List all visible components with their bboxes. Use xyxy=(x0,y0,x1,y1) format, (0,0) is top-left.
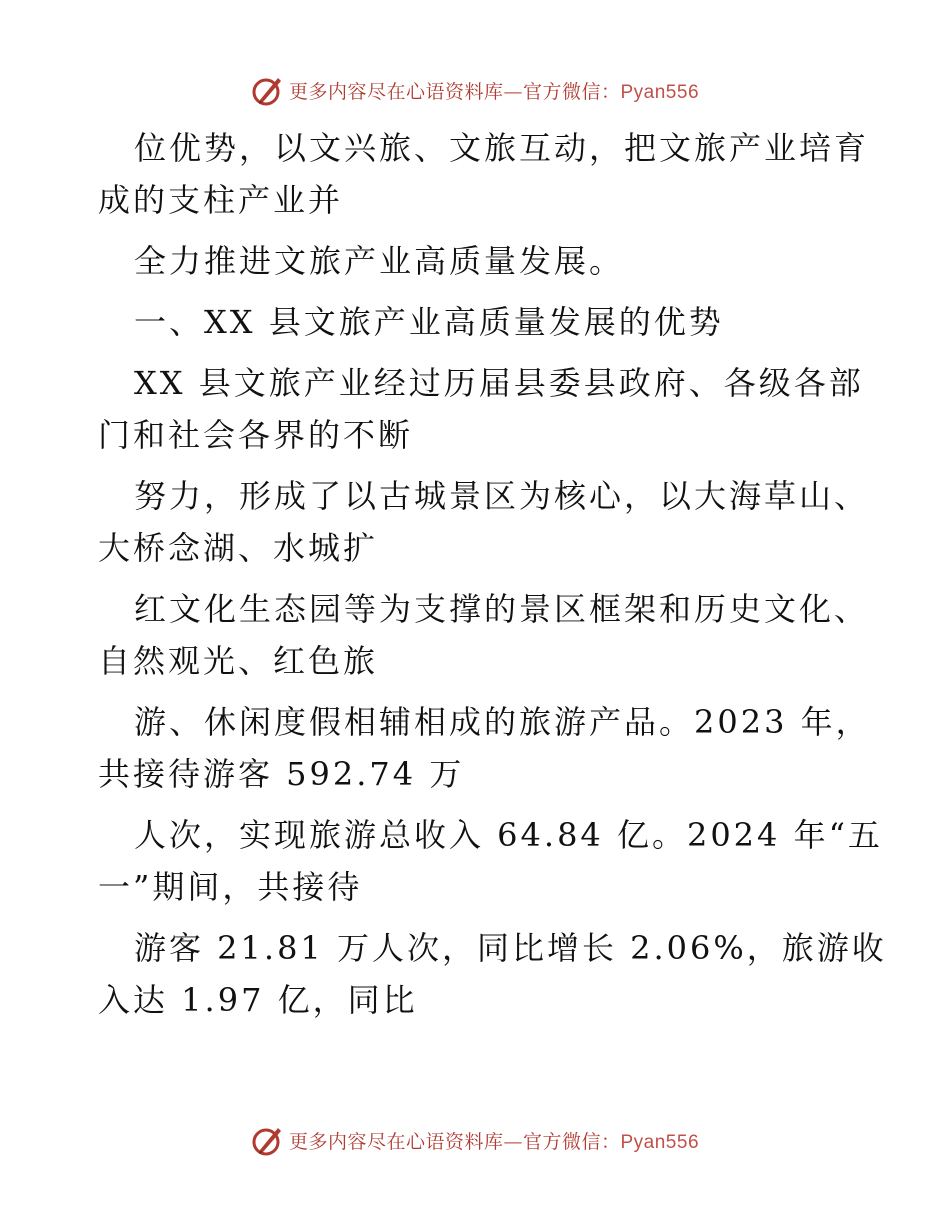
paragraph-line: 自然观光、红色旅 xyxy=(98,642,379,680)
paragraph-line: 位优势，以文兴旅、文旅互动，把文旅产业培育 xyxy=(134,129,870,167)
paragraph-line: 全力推进文旅产业高质量发展。 xyxy=(134,242,625,280)
paragraph-line: 游客 21.81 万人次，同比增长 2.06%，旅游收 xyxy=(134,929,887,967)
quill-logo-icon xyxy=(251,1123,285,1157)
paragraph-3 xyxy=(98,357,864,461)
watermark-text xyxy=(289,77,699,104)
paragraph-line: 人次，实现旅游总收入 64.84 亿。2024 年“五 xyxy=(134,816,883,854)
paragraph-7 xyxy=(98,809,883,913)
document-body xyxy=(98,122,887,1026)
paragraph-8 xyxy=(98,922,887,1026)
paragraph-line: 门和社会各界的不断 xyxy=(98,416,414,454)
paragraph-line: 入达 1.97 亿，同比 xyxy=(98,981,418,1019)
watermark-site: 更多内容尽在心语资料库 xyxy=(288,1130,504,1153)
paragraph-6 xyxy=(98,696,871,800)
paragraph-line: 红文化生态园等为支撑的景区框架和历史文化、 xyxy=(134,590,870,628)
heading-line: 一、XX 县文旅产业高质量发展的优势 xyxy=(134,303,724,341)
header-watermark xyxy=(0,70,950,110)
paragraph-4 xyxy=(98,470,870,574)
watermark-separator: — xyxy=(503,1130,523,1153)
paragraph-1 xyxy=(98,122,870,226)
paragraph-line: 游、休闲度假相辅相成的旅游产品。2023 年， xyxy=(134,703,871,741)
paragraph-line: 成的支柱产业并 xyxy=(98,181,344,219)
paragraph-line: XX 县文旅产业经过历届县委县政府、各级各部 xyxy=(134,364,864,402)
paragraph-line: 努力，形成了以古城景区为核心，以大海草山、 xyxy=(134,477,870,515)
footer-watermark xyxy=(0,1120,950,1160)
watermark-wechat-id: Pyan556 xyxy=(620,1131,700,1153)
quill-logo-icon xyxy=(251,73,285,107)
watermark-label: 官方微信： xyxy=(522,80,621,103)
watermark-text xyxy=(289,1127,699,1154)
section-heading xyxy=(98,296,858,348)
paragraph-2 xyxy=(98,235,858,287)
watermark-label: 官方微信： xyxy=(522,1130,621,1153)
paragraph-line: 大桥念湖、水城扩 xyxy=(98,529,379,567)
paragraph-line: 一”期间，共接待 xyxy=(98,868,363,906)
watermark-separator: — xyxy=(503,80,523,103)
paragraph-5 xyxy=(98,583,870,687)
watermark-wechat-id: Pyan556 xyxy=(620,81,700,103)
paragraph-line: 共接待游客 592.74 万 xyxy=(98,755,465,793)
watermark-site: 更多内容尽在心语资料库 xyxy=(288,80,504,103)
